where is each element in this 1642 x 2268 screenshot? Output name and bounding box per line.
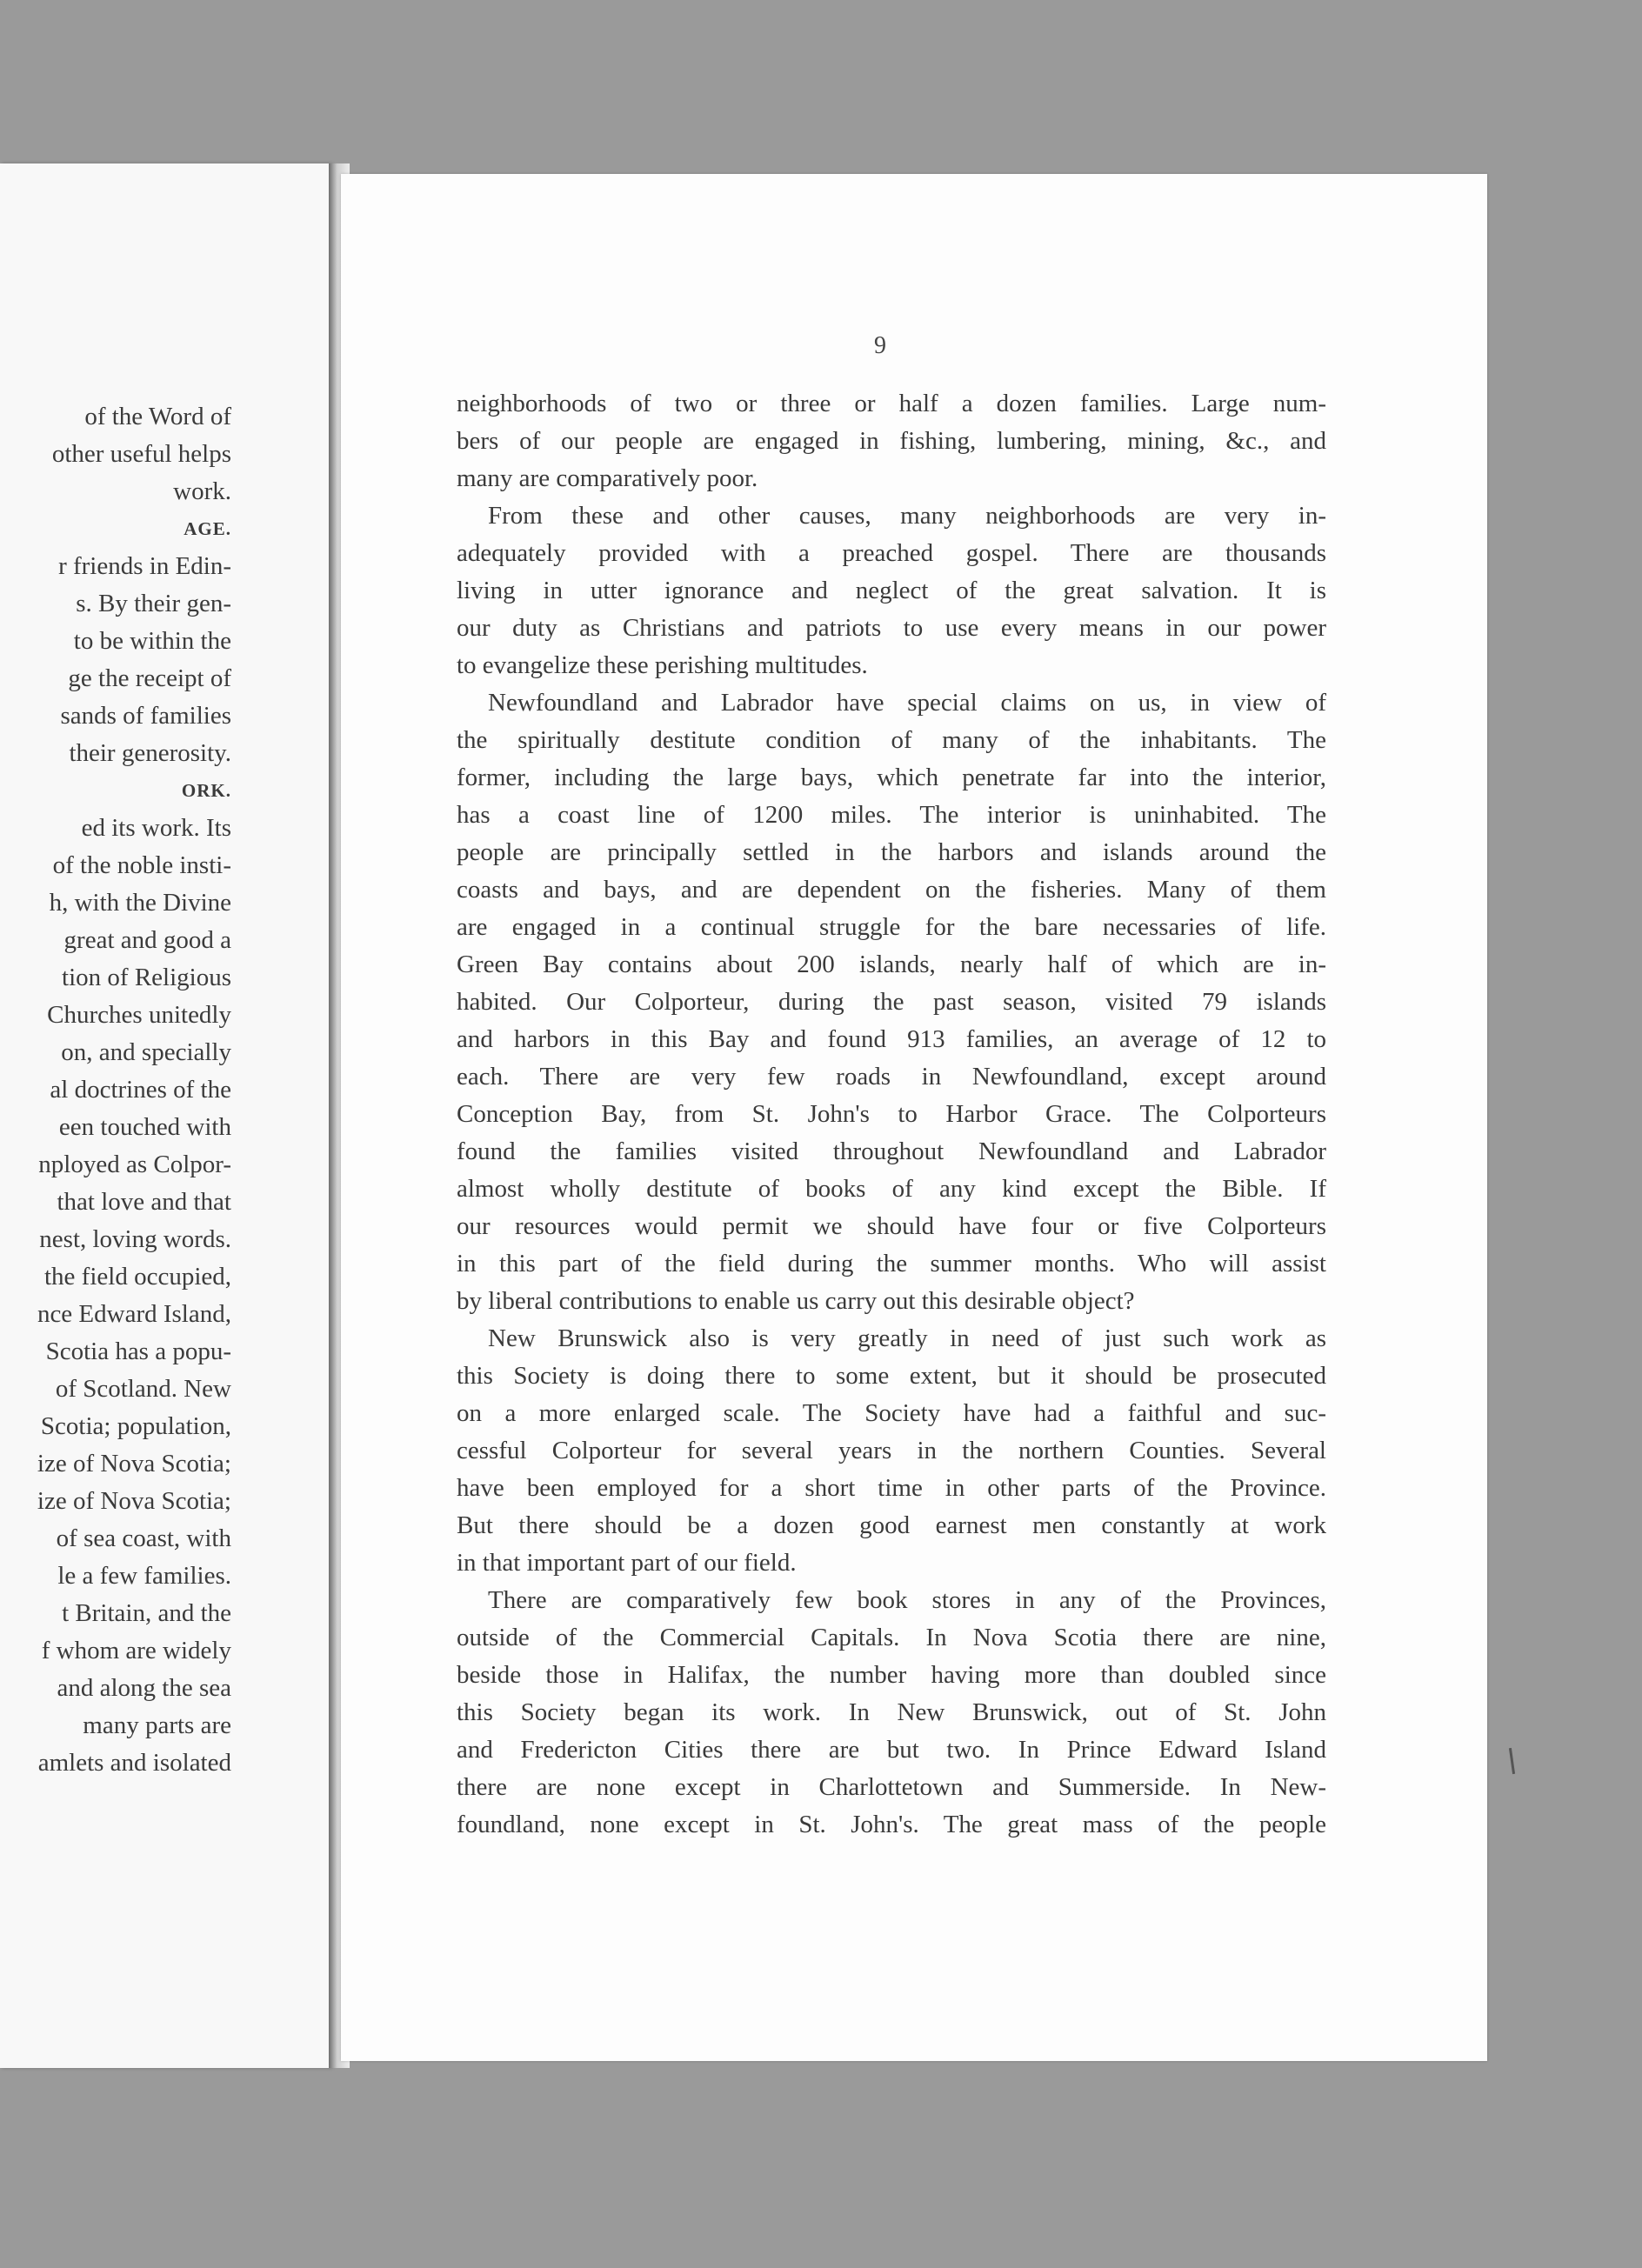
text-line: adequately provided with a preached gospel. There are thousands	[457, 539, 1326, 567]
text-line: each. There are very few roads in Newfoundland, except around	[457, 1063, 1326, 1091]
right-page	[341, 174, 1487, 2061]
left-page-line: h, with the Divine	[49, 889, 231, 917]
left-page-text	[0, 398, 231, 1782]
left-page-line: sands of families	[60, 702, 231, 730]
left-page-line: Scotia has a popu-	[45, 1337, 231, 1365]
left-page-line: to be within the	[73, 627, 231, 655]
text-line: living in utter ignorance and neglect of the great salvation. It is	[457, 577, 1326, 604]
text-line: and Fredericton Cities there are but two. In Prince Edward Island	[457, 1736, 1326, 1764]
text-line: foundland, none except in St. John's. The great mass of the people	[457, 1811, 1326, 1838]
text-line: to evangelize these perishing multitudes.	[457, 651, 868, 679]
text-line: our resources would permit we should have four or five Colporteurs	[457, 1212, 1326, 1240]
left-page-line: een touched with	[58, 1113, 231, 1141]
text-line: But there should be a dozen good earnest men constantly at work	[457, 1511, 1326, 1539]
left-page-heading: AGE.	[184, 518, 231, 539]
left-page-line: of the noble insti-	[52, 851, 231, 879]
left-page-line: work.	[173, 477, 231, 505]
left-page-line: r friends in Edin-	[58, 552, 231, 580]
left-page-line: ize of Nova Scotia;	[37, 1487, 231, 1515]
text-line: former, including the large bays, which penetrate far into the interior,	[457, 764, 1326, 791]
left-page-line: s. By their gen-	[76, 590, 231, 617]
text-line: on a more enlarged scale. The Society have had a faithful and suc-	[457, 1399, 1326, 1427]
text-line: New Brunswick also is very greatly in need of just such work as	[488, 1324, 1326, 1352]
text-line: coasts and bays, and are dependent on the fisheries. Many of them	[457, 876, 1326, 904]
left-page-line: nce Edward Island,	[37, 1300, 231, 1328]
left-page-line: of Scotland. New	[55, 1375, 231, 1403]
text-line: habited. Our Colporteur, during the past season, visited 79 islands	[457, 988, 1326, 1016]
left-page-line: ed its work. Its	[81, 814, 231, 842]
text-line: Green Bay contains about 200 islands, nearly half of which are in-	[457, 951, 1326, 978]
text-line: found the families visited throughout Newfoundland and Labrador	[457, 1137, 1326, 1165]
text-line: outside of the Commercial Capitals. In Nova Scotia there are nine,	[457, 1624, 1326, 1651]
text-line: in this part of the field during the summer months. Who will assist	[457, 1250, 1326, 1277]
left-page-heading: ORK.	[181, 780, 231, 801]
text-line: has a coast line of 1200 miles. The interior is uninhabited. The	[457, 801, 1326, 829]
text-line: and harbors in this Bay and found 913 families, an average of 12 to	[457, 1025, 1326, 1053]
text-line: have been employed for a short time in other parts of the Province.	[457, 1474, 1326, 1502]
left-page-line: nployed as Colpor-	[38, 1151, 231, 1178]
left-page-line: of the Word of	[84, 403, 231, 430]
left-page-line: many parts are	[83, 1711, 231, 1739]
text-line: in that important part of our field.	[457, 1549, 797, 1577]
left-page-line: the field occupied,	[44, 1263, 231, 1291]
left-page-line: ge the receipt of	[68, 664, 231, 692]
left-page-line: tion of Religious	[62, 964, 231, 991]
page-number: 9	[874, 332, 886, 359]
text-line: There are comparatively few book stores in any of the Provinces,	[488, 1586, 1326, 1614]
left-page-line: Churches unitedly	[47, 1001, 231, 1029]
left-page-line: al doctrines of the	[50, 1076, 231, 1104]
scan-mark	[1509, 1748, 1515, 1774]
left-page-line: great and good a	[63, 926, 231, 954]
text-line: the spiritually destitute condition of many of the inhabitants. The	[457, 726, 1326, 754]
text-line: many are comparatively poor.	[457, 464, 758, 492]
left-page-line: t Britain, and the	[62, 1599, 231, 1627]
left-page-line: and along the sea	[57, 1674, 231, 1702]
text-line: Conception Bay, from St. John's to Harbor Grace. The Colporteurs	[457, 1100, 1326, 1128]
left-page-line: ize of Nova Scotia;	[37, 1450, 231, 1478]
left-page	[0, 163, 330, 2068]
page-body-text	[457, 385, 1326, 1844]
text-line: From these and other causes, many neighborhoods are very in-	[488, 502, 1326, 530]
left-page-line: le a few families.	[57, 1562, 231, 1590]
left-page-line: their generosity.	[69, 739, 231, 767]
left-page-line: on, and specially	[61, 1038, 231, 1066]
text-line: neighborhoods of two or three or half a dozen families. Large num-	[457, 390, 1326, 417]
left-page-line: f whom are widely	[41, 1637, 231, 1664]
text-line: our duty as Christians and patriots to use every means in our power	[457, 614, 1326, 642]
text-line: Newfoundland and Labrador have special claims on us, in view of	[488, 689, 1326, 717]
text-line: this Society began its work. In New Brunswick, out of St. John	[457, 1698, 1326, 1726]
text-line: beside those in Halifax, the number having more than doubled since	[457, 1661, 1326, 1689]
text-line: cessful Colporteur for several years in the northern Counties. Several	[457, 1437, 1326, 1464]
left-page-line: amlets and isolated	[37, 1749, 231, 1777]
text-line: bers of our people are engaged in fishing, lumbering, mining, &c., and	[457, 427, 1326, 455]
left-page-line: nest, loving words.	[39, 1225, 231, 1253]
text-line: this Society is doing there to some extent, but it should be prosecuted	[457, 1362, 1326, 1390]
text-line: there are none except in Charlottetown and Summerside. In New-	[457, 1773, 1326, 1801]
left-page-line: other useful helps	[51, 440, 231, 468]
text-line: are engaged in a continual struggle for the bare necessaries of life.	[457, 913, 1326, 941]
text-line: almost wholly destitute of books of any kind except the Bible. If	[457, 1175, 1326, 1203]
left-page-line: Scotia; population,	[40, 1412, 231, 1440]
text-line: by liberal contributions to enable us carry out this desirable object?	[457, 1287, 1135, 1315]
left-page-line: that love and that	[57, 1188, 231, 1216]
text-line: people are principally settled in the harbors and islands around the	[457, 838, 1326, 866]
left-page-line: of sea coast, with	[56, 1524, 231, 1552]
